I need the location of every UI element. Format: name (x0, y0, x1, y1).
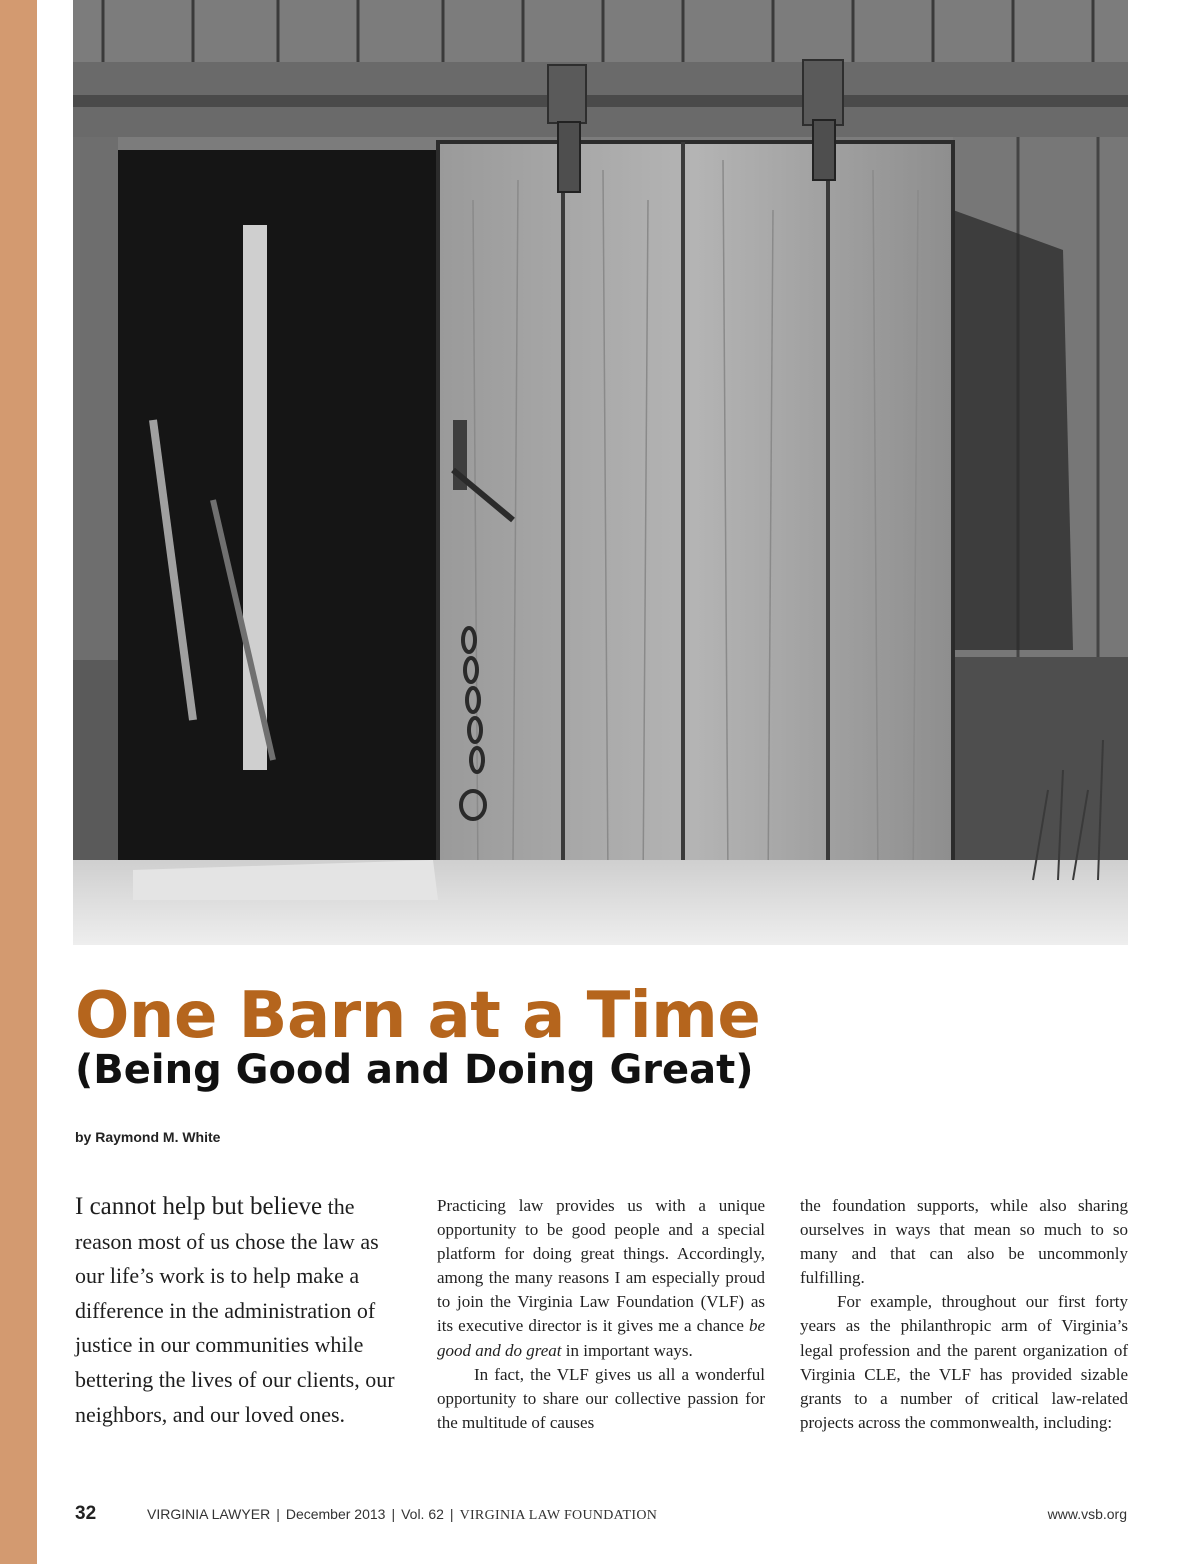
issue-date: December 2013 (285, 1506, 386, 1522)
footer-separator: | (391, 1506, 396, 1522)
paragraph-text: in important ways. (561, 1340, 693, 1360)
article-byline: by Raymond M. White (75, 1129, 221, 1145)
lead-text: the reason most of us chose the law as our life’s work is to help make a difference in the administration of justice in our communities while bettering the lives of our clients, our neighbors, and our loved ones. (75, 1194, 395, 1427)
body-paragraph: the foundation supports, while also sharing ourselves in ways that mean so much to so many and that can also be uncommonly fulfilling. (800, 1196, 1128, 1288)
body-column-3 (800, 1194, 1128, 1435)
page-footer (75, 1503, 1127, 1525)
lead-paragraph (75, 1190, 405, 1432)
section-name: VIRGINIA LAW FOUNDATION (459, 1508, 658, 1523)
website-url[interactable]: www.vsb.org (1047, 1506, 1127, 1522)
page-number: 32 (75, 1503, 97, 1524)
side-color-bar (0, 0, 37, 1564)
publication-name: VIRGINIA LAWYER (147, 1506, 271, 1522)
body-paragraph (437, 1194, 765, 1363)
footer-publication-line (147, 1506, 657, 1524)
emphasis-text: be good and do great (437, 1316, 765, 1360)
body-column-2 (437, 1194, 765, 1435)
footer-separator: | (449, 1506, 454, 1522)
paragraph-text: Practicing law provides us with a unique opportunity to be good people and a special platform for doing great things. Accordingly, among the many reasons I am especially proud to join the Virginia Law Foundation (VLF) as its executive director is it gives me a chance (437, 1196, 765, 1336)
article-title: One Barn at a Time (75, 979, 761, 1053)
body-paragraph: In fact, the VLF gives us all a wonderful opportunity to share our collective passion for the multitude of causes (437, 1364, 765, 1432)
barn-door-photo (73, 0, 1128, 945)
lead-opening-words: I cannot help but believe (75, 1193, 323, 1220)
body-paragraph: For example, throughout our first forty years as the philanthropic arm of Virginia’s legal profession and the parent organization of Virginia CLE, the VLF has provided sizable grants to a number of critical law-related projects across the commonwealth, including: (800, 1292, 1128, 1432)
article-subtitle: (Being Good and Doing Great) (75, 1047, 754, 1093)
volume: Vol. 62 (401, 1506, 444, 1522)
footer-separator: | (276, 1506, 280, 1522)
